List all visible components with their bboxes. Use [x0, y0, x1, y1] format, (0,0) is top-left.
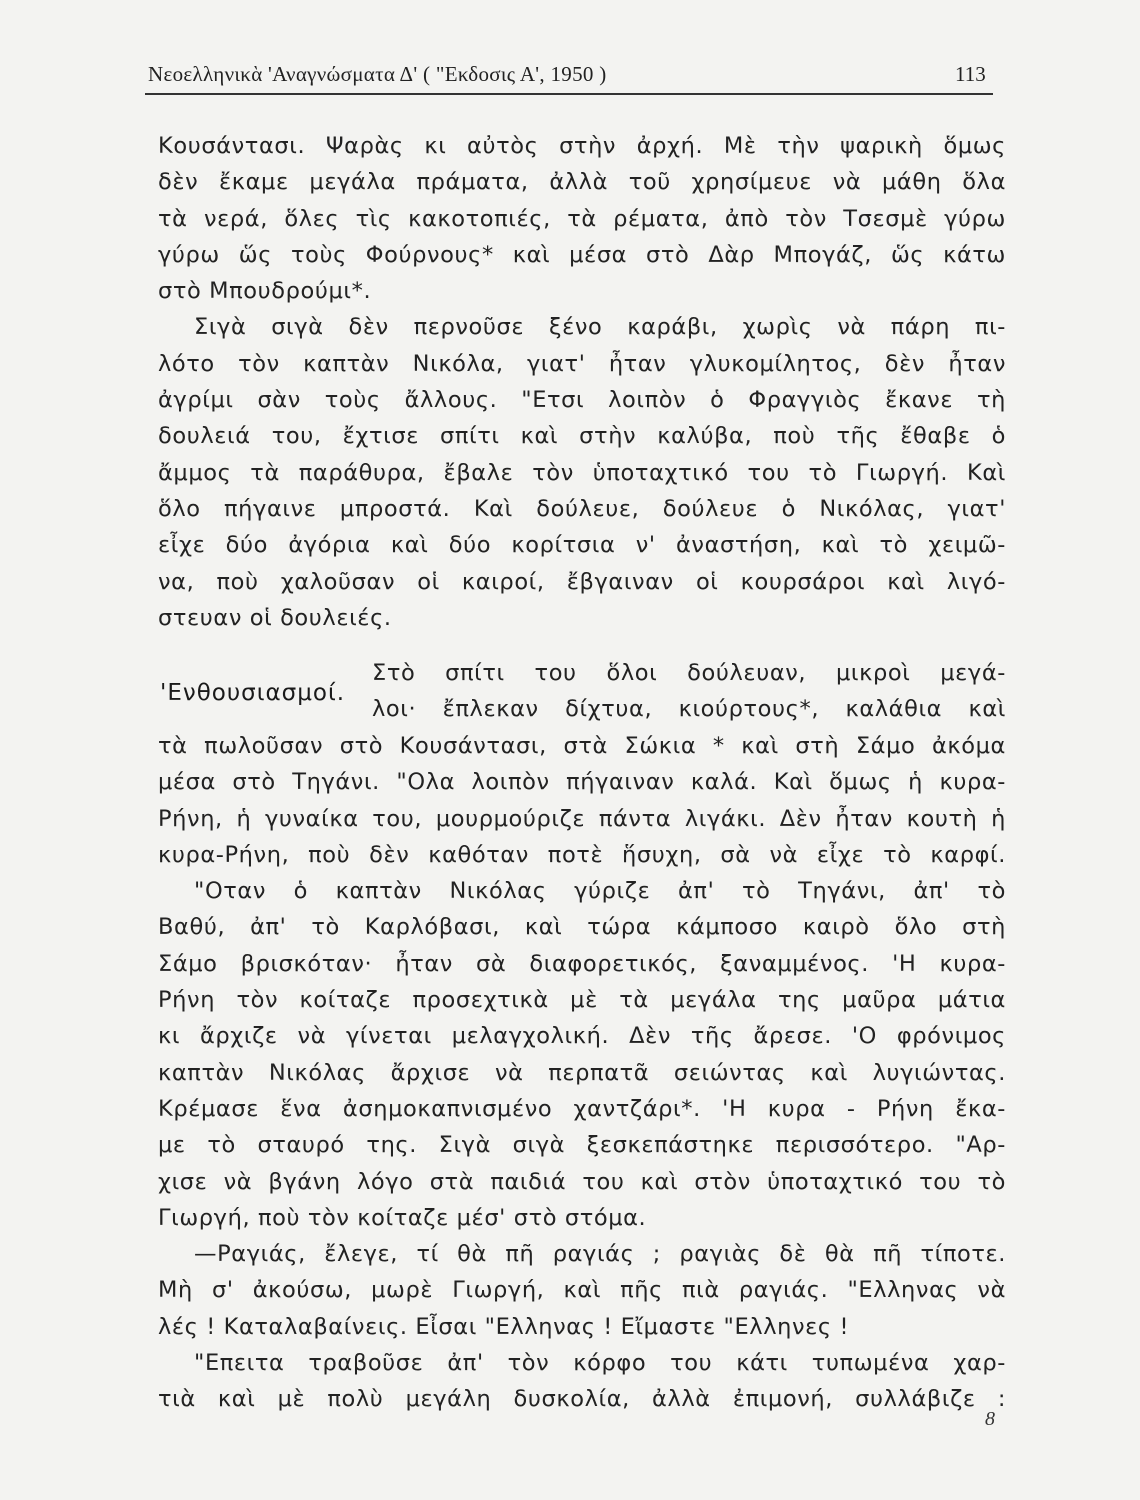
text-line: Κρέμασε ἕνα ἀσημοκαπνισμένο χαντζάρι*. 'Η κυρα - Ρήνη ἔκα-	[158, 1095, 1006, 1122]
paragraph	[158, 728, 1006, 873]
text-line: δὲν ἔκαμε μεγάλα πράματα, ἀλλὰ τοῦ χρησίμευε νὰ μάθη ὅλα	[158, 169, 1006, 196]
text-line: στὸ Μπουδρούμι*.	[158, 278, 372, 305]
text-line: Ρήνη, ἡ γυναίκα του, μουρμούριζε πάντα λιγάκι. Δὲν ἦταν κουτὴ ἡ	[158, 805, 1006, 832]
page-number: 113	[955, 62, 986, 86]
text-line: Μὴ σ' ἀκούσω, μωρὲ Γιωργή, καὶ πῆς πιὰ ραγιάς. "Ελληνας νὰ	[158, 1277, 1006, 1304]
text-line: κι ἄρχιζε νὰ γίνεται μελαγχολική. Δὲν τῆς ἄρεσε. 'Ο φρόνιμος	[158, 1023, 1006, 1050]
text-line: "Επειτα τραβοῦσε ἀπ' τὸν κόρφο του κάτι τυπωμένα χαρ-	[194, 1350, 1006, 1377]
text-line: μέσα στὸ Τηγάνι. "Ολα λοιπὸν πήγαιναν καλά. Καὶ ὅμως ἡ κυρα-	[158, 769, 1006, 796]
text-line: ἄμμος τὰ παράθυρα, ἔβαλε τὸν ὑποταχτικό του τὸ Γιωργή. Καὶ	[158, 459, 1006, 486]
text-line: καπτὰν Νικόλας ἄρχισε νὰ περπατᾶ σειώντας καὶ λυγιώντας.	[158, 1059, 1006, 1086]
text-line: Ρήνη τὸν κοίταζε προσεχτικὰ μὲ τὰ μεγάλα της μαῦρα μάτια	[158, 987, 1006, 1014]
text-line: τὰ νερά, ὅλες τὶς κακοτοπιές, τὰ ρέματα, ἀπὸ τὸν Τσεσμὲ γύρω	[158, 205, 1006, 232]
body-text-top	[158, 128, 1006, 636]
text-line: ἀγρίμι σὰν τοὺς ἄλλους. "Ετσι λοιπὸν ὁ Φραγγιὸς ἔκανε τὴ	[158, 387, 1006, 414]
text-line: στευαν οἱ δουλειές.	[158, 604, 392, 631]
section-side-heading: 'Ενθουσιασμοί.	[160, 680, 346, 706]
running-title: Νεοελληνικὰ 'Αναγνώσματα Δ' ( "Εκδοσις Α', 1950 )	[148, 62, 607, 86]
paragraph	[158, 1236, 1006, 1345]
text-line: —Ραγιάς, ἔλεγε, τί θὰ πῆ ραγιάς ; ραγιὰς δὲ θὰ πῆ τίποτε.	[194, 1241, 1006, 1268]
text-line: Στὸ σπίτι του ὅλοι δούλευαν, μικροὶ μεγά-	[372, 660, 1006, 686]
text-line: "Οταν ὁ καπτὰν Νικόλας γύριζε ἀπ' τὸ Τηγάνι, ἀπ' τὸ	[194, 878, 1006, 905]
text-line: λότο τὸν καπτὰν Νικόλα, γιατ' ἦταν γλυκομίλητος, δὲν ἦταν	[158, 350, 1006, 377]
header-rule	[145, 93, 993, 95]
paragraph	[158, 128, 1006, 309]
text-line: λές ! Καταλαβαίνεις. Εἶσαι "Ελληνας ! Εἴμαστε "Ελληνες !	[158, 1313, 850, 1340]
signature-mark: 8	[985, 1408, 995, 1430]
text-line: λοι· ἔπλεκαν δίχτυα, κιούρτους*, καλάθια καὶ	[372, 696, 1006, 723]
text-line: ὅλο πήγαινε μπροστά. Καὶ δούλευε, δούλευε ὁ Νικόλας, γιατ'	[158, 495, 1006, 522]
paragraph	[158, 873, 1006, 1236]
text-line: κυρα-Ρήνη, ποὺ δὲν καθόταν ποτὲ ἥσυχη, σὰ νὰ εἶχε τὸ καρφί.	[158, 841, 1006, 868]
paragraph	[158, 1345, 1006, 1418]
text-line: τιὰ καὶ μὲ πολὺ μεγάλη δυσκολία, ἀλλὰ ἐπιμονή, συλλάβιζε :	[158, 1386, 1006, 1413]
side-heading-lines	[372, 655, 1006, 728]
text-line: Γιωργή, ποὺ τὸν κοίταζε μέσ' στὸ στόμα.	[158, 1204, 647, 1231]
text-line: Σάμο βρισκόταν· ἦταν σὰ διαφορετικός, ξαναμμένος. 'Η κυρα-	[158, 950, 1006, 977]
text-line: με τὸ σταυρό της. Σιγὰ σιγὰ ξεσκεπάστηκε περισσότερο. "Αρ-	[158, 1132, 1006, 1159]
body-text-bottom	[158, 728, 1006, 1418]
text-line: τὰ πωλοῦσαν στὸ Κουσάντασι, στὰ Σώκια * καὶ στὴ Σάμο ἀκόμα	[158, 733, 1006, 759]
text-line: Σιγὰ σιγὰ δὲν περνοῦσε ξένο καράβι, χωρὶς νὰ πάρη πι-	[194, 314, 1006, 341]
text-line: Βαθύ, ἀπ' τὸ Καρλόβασι, καὶ τώρα κάμποσο καιρὸ ὅλο στὴ	[158, 914, 1006, 941]
text-line: να, ποὺ χαλοῦσαν οἱ καιροί, ἔβγαιναν οἱ κουρσάροι καὶ λιγό-	[158, 568, 1006, 595]
text-line: γύρω ὥς τοὺς Φούρνους* καὶ μέσα στὸ Δὰρ Μπογάζ, ὥς κάτω	[158, 241, 1006, 268]
paragraph	[158, 309, 1006, 636]
text-line: χισε νὰ βγάνη λόγο στὰ παιδιά του καὶ στὸν ὑποταχτικό του τὸ	[158, 1168, 1006, 1195]
text-line: εἶχε δύο ἀγόρια καὶ δύο κορίτσια ν' ἀναστήση, καὶ τὸ χειμῶ-	[158, 532, 1006, 559]
text-line: δουλειά του, ἔχτισε σπίτι καὶ στὴν καλύβα, ποὺ τῆς ἔθαβε ὁ	[158, 423, 1006, 450]
text-line: Κουσάντασι. Ψαρὰς κι αὐτὸς στὴν ἀρχή. Μὲ τὴν ψαρικὴ ὅμως	[158, 133, 1006, 159]
